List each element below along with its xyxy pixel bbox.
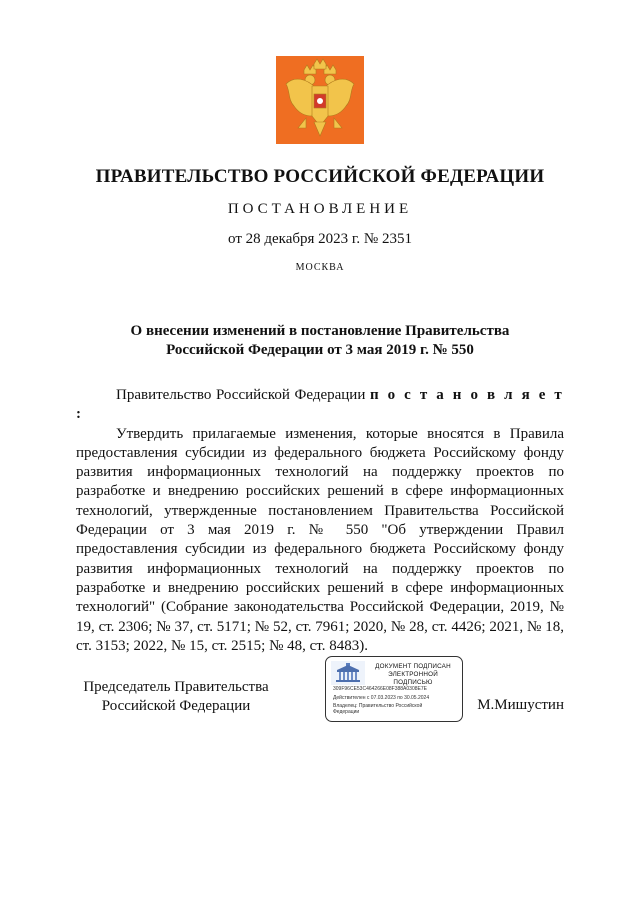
stamp-title [368,663,458,687]
government-title: ПРАВИТЕЛЬСТВО РОССИЙСКОЙ ФЕДЕРАЦИИ [95,166,545,187]
stamp-title-line-1: ДОКУМЕНТ ПОДПИСАН [375,663,451,670]
resolution-intro [76,386,564,425]
intro-text: Правительство Российской Федерации [116,387,370,403]
heading-line-2: Российской Федерации от 3 мая 2019 г. № 550 [166,342,474,358]
position-line-2: Российской Федерации [101,698,251,714]
russian-coat-of-arms-icon [276,56,364,144]
document-heading [0,322,640,360]
document-date-number: от 28 декабря 2023 г. № 2351 [228,231,412,247]
stamp-validity: Действителен с 07.03.2023 по 30.05.2024 [333,695,430,701]
stamp-title-line-2: ЭЛЕКТРОННОЙ ПОДПИСЬЮ [388,671,438,686]
document-type: ПОСТАНОВЛЕНИЕ [227,201,413,217]
stamp-owner-line-2: Федерации [333,709,360,715]
electronic-signature-stamp [325,656,463,722]
document-body [76,386,564,656]
resolution-paragraph: Утвердить прилагаемые изменения, которые вносятся в Правила предоставления субсидии из федерального бюджета Российскому фонду развития информационных технологий на поддержку проектов по разработке и внедрению российских решений в сфере информационных технологий, утвержденные постановлением Правительства Российской Федерации от 3 мая 2019 г. № 550 "Об утверждении Правил предоставления субсидии из федерального бюджета Российскому фонду развития информационных технологий на поддержку проектов по разработке и внедрению российских решений в сфере информационных технологий" (Собрание законодательства Российской Федерации, 2019, № 19, ст. 2306; № 37, ст. 5171; № 52, ст. 7961; 2020, № 28, ст. 4426; 2021, № 18, ст. 3153; 2022, № 15, ст. 2515; № 48, ст. 8483). [76,425,564,654]
signatory-name: М.Мишустин [477,697,564,713]
city-name: МОСКВА [295,262,345,273]
building-icon [331,661,365,685]
signatory-position [76,678,276,716]
stamp-certificate: 309F96CE53C464266E08F388A0308E7E [333,686,427,692]
heading-line-1: О внесении изменений в постановление Правительства [130,323,510,339]
position-line-1: Председатель Правительства [83,679,269,695]
resolves-word: п о с т а н о в л я е т : [76,387,564,423]
stamp-owner-line-1: Владелец: Правительство Российской [333,703,423,709]
